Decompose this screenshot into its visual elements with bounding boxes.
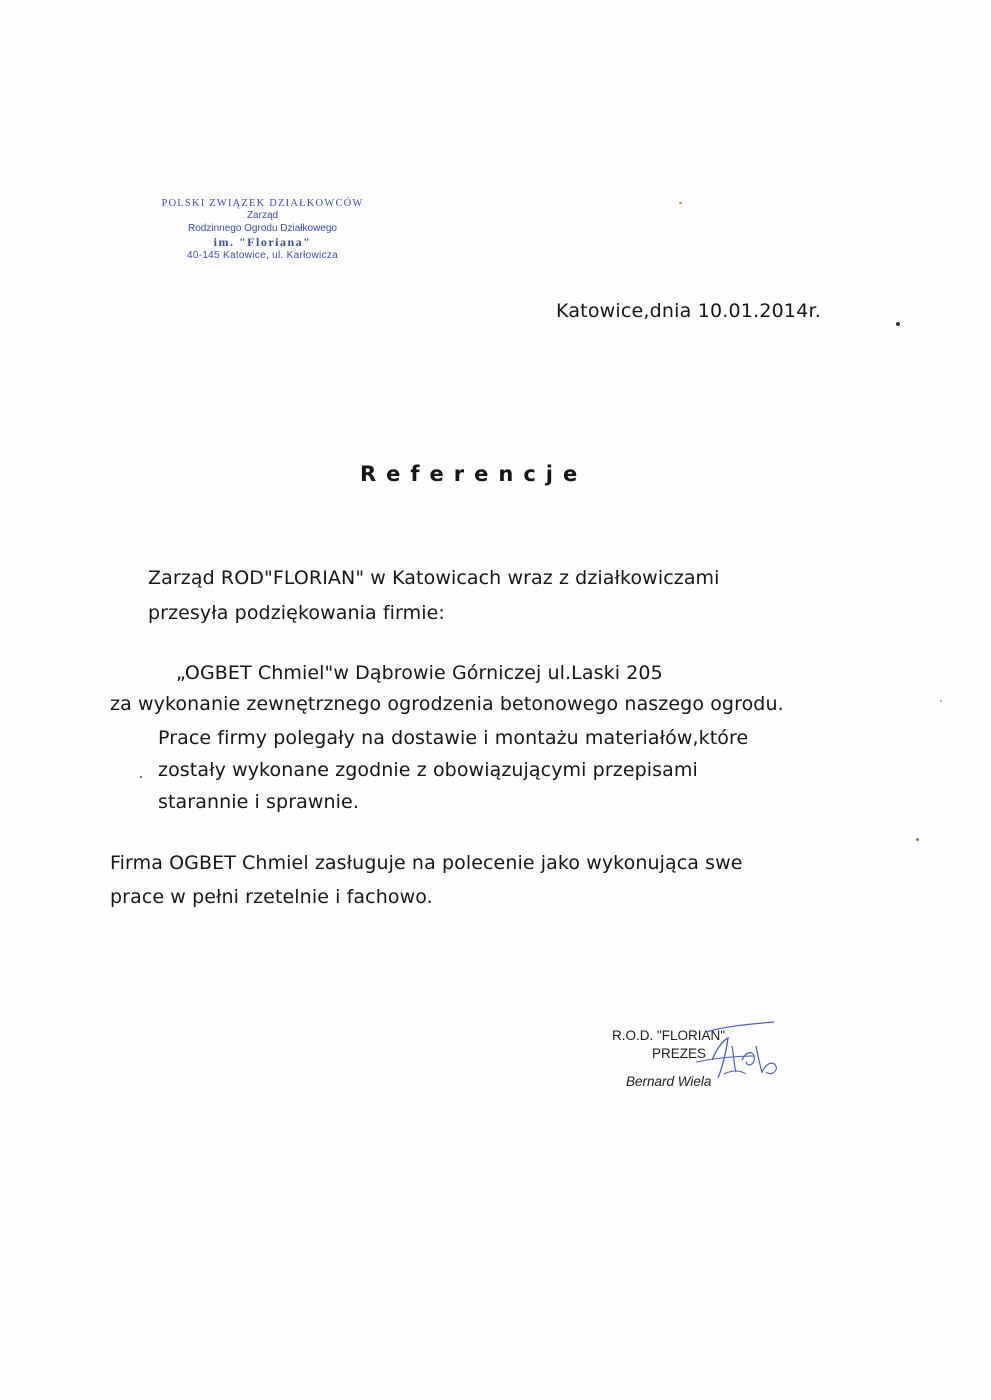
stamp-line-2: Zarząd xyxy=(246,210,279,222)
body-p2-line-4: zostały wykonane zgodnie z obowiązującymi przepisami xyxy=(158,759,698,781)
stamp-line-5: 40-145 Katowice, ul. Karłowicza xyxy=(186,250,339,262)
body-p2-line-2: za wykonanie zewnętrznego ogrodzenia betonowego naszego ogrodu. xyxy=(110,693,784,715)
stamp-line-4: im. "Floriana" xyxy=(213,235,312,250)
body-p3-line-1: Firma OGBET Chmiel zasługuje na polecenie jako wykonująca swe xyxy=(110,852,743,874)
signature-stamp-line-3: Bernard Wiela xyxy=(626,1074,712,1089)
organization-stamp xyxy=(150,197,375,263)
body-p1-line-1: Zarząd ROD"FLORIAN" w Katowicach wraz z działkowiczami xyxy=(148,567,720,589)
scan-speck xyxy=(679,202,682,204)
scan-speck xyxy=(940,700,942,702)
stamp-line-1: POLSKI ZWIĄZEK DZIAŁKOWCÓW xyxy=(161,198,364,209)
letter-heading: Referencje xyxy=(360,462,588,486)
handwritten-signature xyxy=(656,1016,786,1096)
scan-speck xyxy=(896,322,900,326)
letter-date: Katowice,dnia 10.01.2014r. xyxy=(556,300,821,322)
stamp-line-3: Rodzinnego Ogrodu Działkowego xyxy=(188,222,337,234)
body-p2-line-1: „OGBET Chmiel"w Dąbrowie Górniczej ul.Laski 205 xyxy=(176,662,663,684)
signature-stamp-line-1: R.O.D. "FLORIAN" xyxy=(612,1028,726,1043)
scan-speck xyxy=(916,838,919,841)
signature-stamp-line-2: PREZES xyxy=(652,1046,707,1061)
body-p2-line-3: Prace firmy polegały na dostawie i montażu materiałów,które xyxy=(158,727,749,749)
body-p3-line-2: prace w pełni rzetelnie i fachowo. xyxy=(110,886,433,908)
body-p2-line-5: starannie i sprawnie. xyxy=(158,791,359,813)
scan-speck xyxy=(140,776,142,778)
body-p1-line-2: przesyła podziękowania firmie: xyxy=(148,602,445,624)
